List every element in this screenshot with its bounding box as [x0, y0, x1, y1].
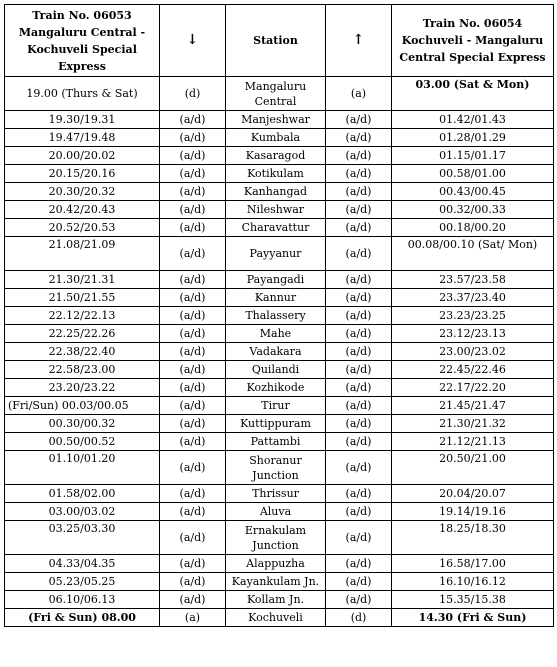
- up-code-cell: (a/d): [326, 451, 392, 485]
- down-code-cell: (a/d): [160, 451, 226, 485]
- up-code-cell: (a/d): [326, 325, 392, 343]
- station-cell: Vadakara: [226, 343, 326, 361]
- down-time-cell: 22.38/22.40: [5, 343, 160, 361]
- table-row: [5, 237, 554, 271]
- up-code-cell: (d): [326, 609, 392, 627]
- down-code-cell: (a/d): [160, 111, 226, 129]
- up-time-cell: 20.50/21.00: [392, 451, 554, 485]
- up-time-cell: 03.00 (Sat & Mon): [392, 77, 554, 111]
- up-code-cell: (a/d): [326, 183, 392, 201]
- table-row: [5, 379, 554, 397]
- down-code-cell: (a/d): [160, 555, 226, 573]
- down-time-cell: 20.52/20.53: [5, 219, 160, 237]
- up-time-cell: 16.10/16.12: [392, 573, 554, 591]
- station-cell: Shoranur Junction: [226, 451, 326, 485]
- station-cell: Aluva: [226, 503, 326, 521]
- up-code-cell: (a/d): [326, 111, 392, 129]
- down-time-cell: 06.10/06.13: [5, 591, 160, 609]
- up-time-cell: 23.12/23.13: [392, 325, 554, 343]
- down-time-cell: 19.30/19.31: [5, 111, 160, 129]
- down-time-cell: 05.23/05.25: [5, 573, 160, 591]
- table-row: [5, 271, 554, 289]
- up-time-cell: 23.00/23.02: [392, 343, 554, 361]
- station-cell: Kollam Jn.: [226, 591, 326, 609]
- station-cell: Kotikulam: [226, 165, 326, 183]
- table-row: [5, 129, 554, 147]
- down-time-cell: 20.42/20.43: [5, 201, 160, 219]
- down-code-cell: (a/d): [160, 485, 226, 503]
- table-row: [5, 201, 554, 219]
- down-code-cell: (a/d): [160, 201, 226, 219]
- up-code-cell: (a/d): [326, 147, 392, 165]
- up-code-cell: (a/d): [326, 201, 392, 219]
- station-cell: Kannur: [226, 289, 326, 307]
- station-cell: Kanhangad: [226, 183, 326, 201]
- up-time-cell: 23.57/23.58: [392, 271, 554, 289]
- table-row: [5, 415, 554, 433]
- down-code-cell: (a/d): [160, 165, 226, 183]
- down-time-cell: 01.10/01.20: [5, 451, 160, 485]
- station-cell: Tirur: [226, 397, 326, 415]
- up-time-cell: 00.18/00.20: [392, 219, 554, 237]
- up-time-cell: 00.43/00.45: [392, 183, 554, 201]
- up-code-cell: (a/d): [326, 415, 392, 433]
- down-code-cell: (a/d): [160, 415, 226, 433]
- table-row: [5, 451, 554, 485]
- table-row: [5, 183, 554, 201]
- down-code-cell: (a/d): [160, 573, 226, 591]
- up-time-cell: 00.08/00.10 (Sat/ Mon): [392, 237, 554, 271]
- down-code-cell: (a): [160, 609, 226, 627]
- down-time-cell: (Fri/Sun) 00.03/00.05: [5, 397, 160, 415]
- down-code-cell: (a/d): [160, 433, 226, 451]
- station-cell: Payangadi: [226, 271, 326, 289]
- train-up-header: Train No. 06054 Kochuveli - Mangaluru Central Special Express: [392, 5, 554, 77]
- up-time-cell: 21.12/21.13: [392, 433, 554, 451]
- up-time-cell: 22.45/22.46: [392, 361, 554, 379]
- down-code-cell: (a/d): [160, 343, 226, 361]
- table-row: [5, 165, 554, 183]
- arrow-up-icon: ↑: [326, 5, 392, 77]
- station-cell: Quilandi: [226, 361, 326, 379]
- arrow-down-icon: ↓: [160, 5, 226, 77]
- table-row: [5, 609, 554, 627]
- down-code-cell: (a/d): [160, 361, 226, 379]
- table-row: [5, 521, 554, 555]
- down-time-cell: 22.58/23.00: [5, 361, 160, 379]
- table-row: [5, 433, 554, 451]
- down-time-cell: 04.33/04.35: [5, 555, 160, 573]
- up-time-cell: 01.28/01.29: [392, 129, 554, 147]
- station-cell: Pattambi: [226, 433, 326, 451]
- down-code-cell: (a/d): [160, 271, 226, 289]
- down-time-cell: 19.47/19.48: [5, 129, 160, 147]
- up-code-cell: (a/d): [326, 343, 392, 361]
- up-code-cell: (a/d): [326, 397, 392, 415]
- up-code-cell: (a/d): [326, 289, 392, 307]
- down-code-cell: (a/d): [160, 503, 226, 521]
- up-time-cell: 15.35/15.38: [392, 591, 554, 609]
- down-code-cell: (a/d): [160, 183, 226, 201]
- timetable: [4, 4, 554, 627]
- down-code-cell: (a/d): [160, 307, 226, 325]
- up-code-cell: (a/d): [326, 271, 392, 289]
- down-time-cell: 01.58/02.00: [5, 485, 160, 503]
- up-code-cell: (a/d): [326, 129, 392, 147]
- up-time-cell: 23.23/23.25: [392, 307, 554, 325]
- table-row: [5, 503, 554, 521]
- up-time-cell: 22.17/22.20: [392, 379, 554, 397]
- down-time-cell: 21.30/21.31: [5, 271, 160, 289]
- up-code-cell: (a/d): [326, 555, 392, 573]
- up-code-cell: (a/d): [326, 237, 392, 271]
- down-time-cell: 19.00 (Thurs & Sat): [5, 77, 160, 111]
- station-cell: Kasaragod: [226, 147, 326, 165]
- train-down-header: Train No. 06053 Mangaluru Central - Kochuveli Special Express: [5, 5, 160, 77]
- up-code-cell: (a/d): [326, 165, 392, 183]
- timetable-body: [5, 77, 554, 627]
- station-cell: Alappuzha: [226, 555, 326, 573]
- station-cell: Mangaluru Central: [226, 77, 326, 111]
- up-code-cell: (a/d): [326, 433, 392, 451]
- table-row: [5, 289, 554, 307]
- station-cell: Nileshwar: [226, 201, 326, 219]
- up-time-cell: 00.58/01.00: [392, 165, 554, 183]
- station-cell: Charavattur: [226, 219, 326, 237]
- station-cell: Thalassery: [226, 307, 326, 325]
- up-time-cell: 00.32/00.33: [392, 201, 554, 219]
- station-cell: Kochuveli: [226, 609, 326, 627]
- up-code-cell: (a/d): [326, 219, 392, 237]
- down-code-cell: (a/d): [160, 237, 226, 271]
- station-cell: Manjeshwar: [226, 111, 326, 129]
- down-code-cell: (a/d): [160, 219, 226, 237]
- table-row: [5, 77, 554, 111]
- up-time-cell: 14.30 (Fri & Sun): [392, 609, 554, 627]
- down-time-cell: 20.30/20.32: [5, 183, 160, 201]
- table-row: [5, 485, 554, 503]
- up-code-cell: (a/d): [326, 503, 392, 521]
- down-time-cell: 00.50/00.52: [5, 433, 160, 451]
- down-code-cell: (d): [160, 77, 226, 111]
- up-code-cell: (a/d): [326, 591, 392, 609]
- table-row: [5, 111, 554, 129]
- table-row: [5, 147, 554, 165]
- station-cell: Kumbala: [226, 129, 326, 147]
- table-row: [5, 591, 554, 609]
- up-time-cell: 19.14/19.16: [392, 503, 554, 521]
- down-code-cell: (a/d): [160, 129, 226, 147]
- down-code-cell: (a/d): [160, 379, 226, 397]
- down-code-cell: (a/d): [160, 147, 226, 165]
- station-cell: Payyanur: [226, 237, 326, 271]
- down-time-cell: 03.25/03.30: [5, 521, 160, 555]
- up-time-cell: 21.45/21.47: [392, 397, 554, 415]
- down-time-cell: 22.12/22.13: [5, 307, 160, 325]
- header-row: [5, 5, 554, 77]
- down-code-cell: (a/d): [160, 289, 226, 307]
- station-cell: Kuttippuram: [226, 415, 326, 433]
- down-time-cell: 22.25/22.26: [5, 325, 160, 343]
- table-row: [5, 343, 554, 361]
- up-code-cell: (a/d): [326, 361, 392, 379]
- table-row: [5, 307, 554, 325]
- down-time-cell: 03.00/03.02: [5, 503, 160, 521]
- up-time-cell: 01.15/01.17: [392, 147, 554, 165]
- down-code-cell: (a/d): [160, 521, 226, 555]
- down-time-cell: 20.15/20.16: [5, 165, 160, 183]
- up-code-cell: (a): [326, 77, 392, 111]
- down-time-cell: 23.20/23.22: [5, 379, 160, 397]
- down-code-cell: (a/d): [160, 397, 226, 415]
- table-row: [5, 555, 554, 573]
- down-time-cell: 20.00/20.02: [5, 147, 160, 165]
- down-code-cell: (a/d): [160, 325, 226, 343]
- station-header: Station: [226, 5, 326, 77]
- up-time-cell: 18.25/18.30: [392, 521, 554, 555]
- up-time-cell: 23.37/23.40: [392, 289, 554, 307]
- up-code-cell: (a/d): [326, 521, 392, 555]
- station-cell: Mahe: [226, 325, 326, 343]
- table-row: [5, 325, 554, 343]
- station-cell: Kayankulam Jn.: [226, 573, 326, 591]
- station-cell: Kozhikode: [226, 379, 326, 397]
- up-code-cell: (a/d): [326, 307, 392, 325]
- table-row: [5, 361, 554, 379]
- up-time-cell: 20.04/20.07: [392, 485, 554, 503]
- up-code-cell: (a/d): [326, 485, 392, 503]
- table-row: [5, 397, 554, 415]
- station-cell: Thrissur: [226, 485, 326, 503]
- station-cell: Ernakulam Junction: [226, 521, 326, 555]
- down-time-cell: 21.08/21.09: [5, 237, 160, 271]
- table-row: [5, 573, 554, 591]
- down-time-cell: (Fri & Sun) 08.00: [5, 609, 160, 627]
- up-time-cell: 16.58/17.00: [392, 555, 554, 573]
- up-time-cell: 21.30/21.32: [392, 415, 554, 433]
- up-code-cell: (a/d): [326, 379, 392, 397]
- down-time-cell: 21.50/21.55: [5, 289, 160, 307]
- table-row: [5, 219, 554, 237]
- down-code-cell: (a/d): [160, 591, 226, 609]
- up-time-cell: 01.42/01.43: [392, 111, 554, 129]
- up-code-cell: (a/d): [326, 573, 392, 591]
- down-time-cell: 00.30/00.32: [5, 415, 160, 433]
